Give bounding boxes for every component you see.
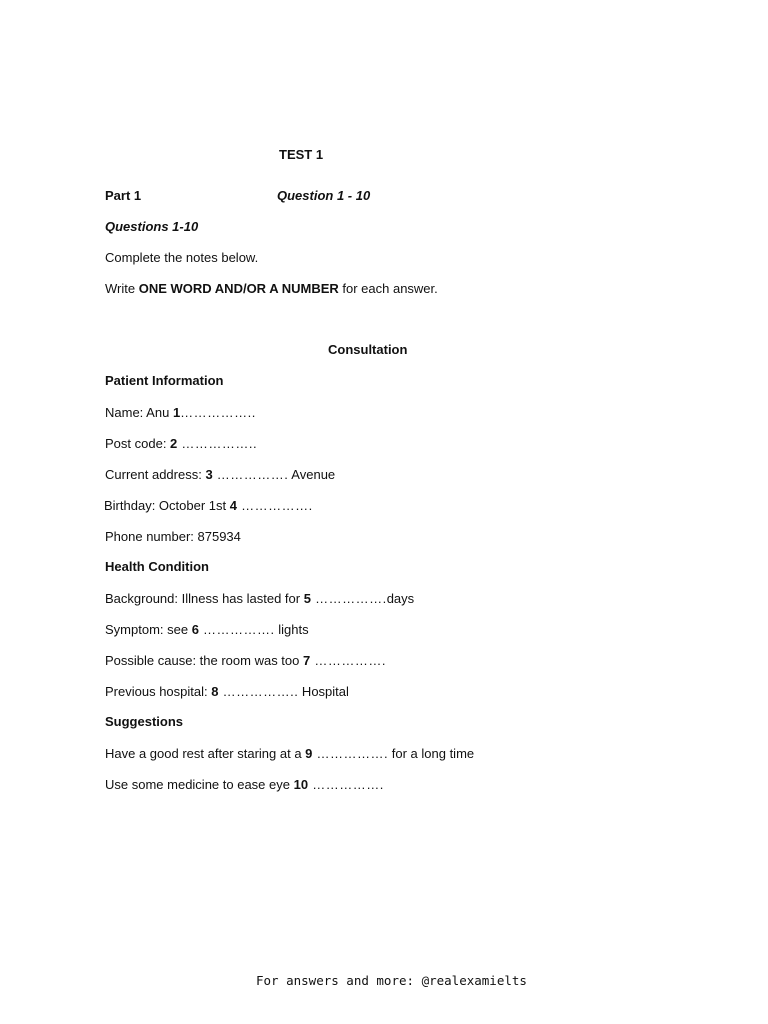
note-suffix: for a long time [388,746,475,761]
test-title: TEST 1 [279,147,324,162]
note-suffix: Hospital [298,684,349,699]
questions-heading: Questions 1-10 [105,219,199,234]
answer-blank: ……………. [212,467,289,482]
answer-blank: ……………. [312,746,389,761]
note-label: Use some medicine to ease eye [105,777,294,792]
question-number: 7 [303,653,311,668]
answer-blank: ……………. [308,777,384,792]
note-symptom [105,622,309,638]
question-range: Question 1 - 10 [277,188,371,203]
note-rest [105,746,474,762]
question-number: 6 [191,622,199,637]
instruction-emphasis: ONE WORD AND/OR A NUMBER [138,281,339,296]
note-hospital [105,684,349,700]
note-suffix: lights [274,622,309,637]
note-label: Previous hospital: [105,684,212,699]
note-label: Have a good rest after staring at a [105,746,306,761]
answer-blank: ……………. [236,498,313,513]
section-heading-patient: Patient Information [105,373,224,388]
section-heading-suggestions: Suggestions [105,714,184,729]
question-number: 10 [293,777,309,792]
note-suffix: days [386,591,415,606]
answer-blank: …………….. [180,405,256,420]
note-background [105,591,414,607]
question-number: 5 [303,591,311,606]
note-label: Current address: [105,467,206,482]
note-label: Name: Anu [105,405,173,420]
answer-blank: …………….. [177,436,258,451]
note-label: Background: Illness has lasted for [105,591,304,606]
note-label: Possible cause: the room was too [105,653,303,668]
answer-blank: ……………. [310,653,386,668]
note-postcode [105,436,257,452]
note-phone: Phone number: 875934 [105,529,241,544]
note-label: Birthday: October 1st [104,498,230,513]
question-number: 2 [170,436,178,451]
instruction-prefix: Write [105,281,139,296]
question-number: 8 [211,684,219,699]
answer-blank: ……………. [198,622,275,637]
page-footer: For answers and more: @realexamielts [256,973,527,988]
note-birthday [104,498,313,514]
note-suffix: Avenue [288,467,336,482]
note-address [105,467,335,483]
question-number: 3 [205,467,213,482]
note-name [105,405,256,421]
note-medicine [105,777,384,793]
answer-blank: ……………. [310,591,387,606]
note-cause [105,653,386,669]
notes-title: Consultation [328,342,408,357]
part-label: Part 1 [105,188,142,203]
note-label: Post code: [105,436,171,451]
section-heading-health: Health Condition [105,559,209,574]
instruction-write [105,281,438,297]
answer-blank: …………….. [218,684,299,699]
question-number: 4 [229,498,237,513]
note-label: Symptom: see [105,622,192,637]
instruction-suffix: for each answer. [338,281,438,296]
question-number: 1 [172,405,181,420]
question-number: 9 [305,746,313,761]
instruction-complete: Complete the notes below. [105,250,259,265]
